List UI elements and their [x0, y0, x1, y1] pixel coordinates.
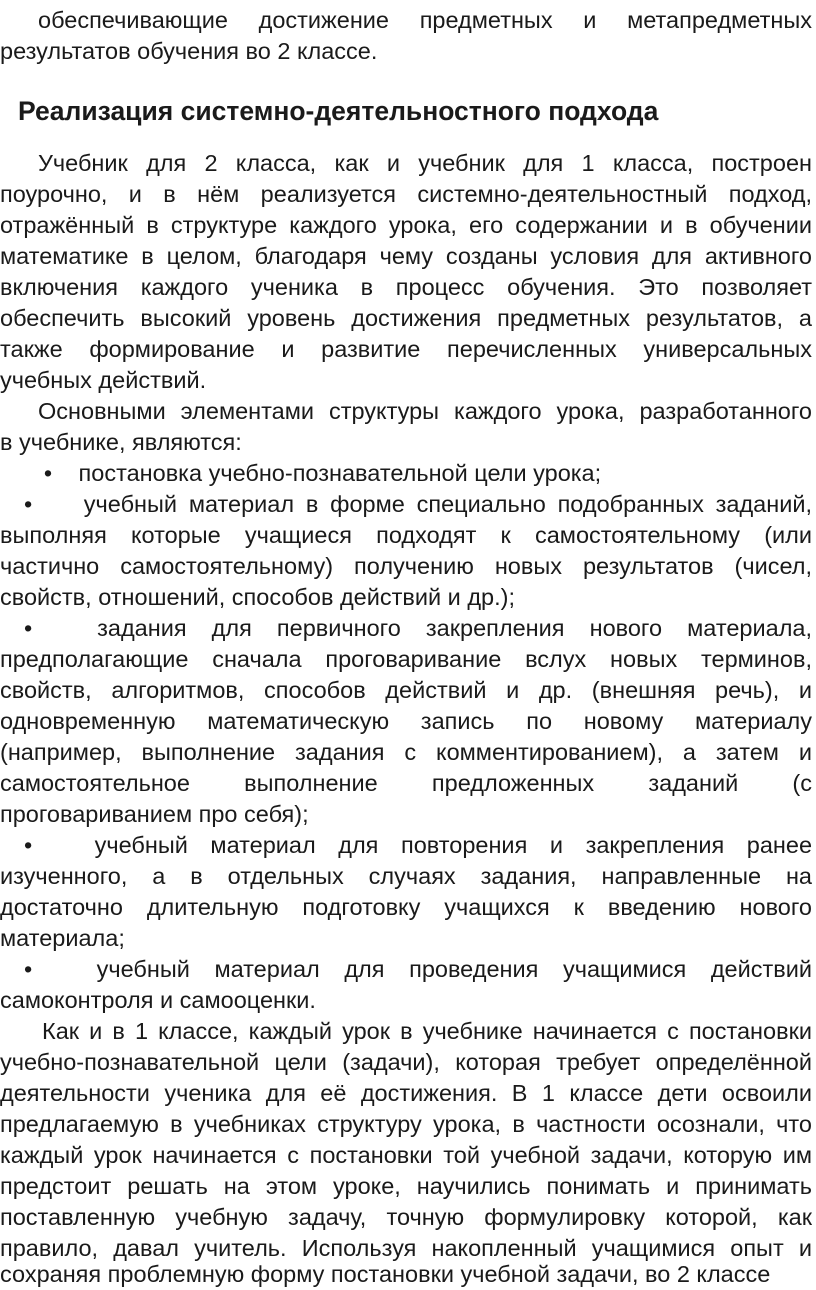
list-item: [24, 953, 812, 985]
list-item-text: учебный материал для повторения и закрепления ранее: [94, 832, 812, 858]
list-item-line: выполняя которые учащиеся подходят к самостоятельному (или: [0, 522, 812, 548]
list-item-line: материала;: [0, 925, 125, 951]
list-item-line: частично самостоятельному) получению новых результатов (чисел,: [0, 553, 812, 579]
intro-line-1: обеспечивающие достижение предметных и метапредметных: [38, 7, 812, 33]
list-item-line: проговариванием про себя);: [0, 801, 309, 827]
list-item-text: учебный материал в форме специально подобранных заданий,: [83, 491, 812, 517]
paragraph-3-line: деятельности ученика для её достижения. В 1 классе дети освоили: [0, 1080, 812, 1106]
paragraph-3-line: правило, давал учитель. Используя накопленный учащимися опыт и: [0, 1235, 812, 1261]
bullet-icon: •: [24, 832, 33, 858]
list-item: [24, 457, 812, 489]
list-item-line: (например, выполнение задания с комментированием), а затем и: [0, 739, 812, 765]
section-heading: Реализация системно-деятельностного подхода: [18, 96, 659, 126]
paragraph-3-line: поставленную учебную задачу, точную формулировку которой, как: [0, 1204, 812, 1230]
paragraph-1-line: Учебник для 2 класса, как и учебник для 1 класса, построен: [38, 150, 812, 176]
list-item: [24, 488, 812, 520]
list-item-line: изученного, а в отдельных случаях задания, направленные на: [0, 863, 812, 889]
list-item-line: свойств, алгоритмов, способов действий и др. (внешняя речь), и: [0, 677, 812, 703]
paragraph-1-line: отражённый в структуре каждого урока, его содержании и в обучении: [0, 212, 812, 238]
paragraph-1-line: математике в целом, благодаря чему созданы условия для активного: [0, 243, 812, 269]
paragraph-3-line: предлагаемую в учебниках структуру урока, в частности осознали, что: [0, 1111, 812, 1137]
paragraph-1-line: обеспечить высокий уровень достижения предметных результатов, а: [0, 305, 812, 331]
list-item: [24, 612, 812, 644]
paragraph-1-line: также формирование и развитие перечисленных универсальных: [0, 336, 812, 362]
paragraph-2-line: Основными элементами структуры каждого урока, разработанного: [38, 398, 812, 424]
bullet-icon: •: [24, 615, 33, 641]
paragraph-1-line: поурочно, и в нём реализуется системно-деятельностный подход,: [0, 181, 812, 207]
paragraph-3-line: сохраняя проблемную форму постановки учебной задачи, во 2 классе: [0, 1261, 771, 1287]
bullet-icon: •: [43, 460, 53, 486]
paragraph-1-line: включения каждого ученика в процесс обучения. Это позволяет: [0, 274, 812, 300]
bullet-icon: •: [24, 491, 33, 517]
list-item-line: свойств, отношений, способов действий и др.);: [0, 584, 515, 610]
paragraph-3-line: каждый урок начинается с постановки той учебной задачи, которую им: [0, 1142, 812, 1168]
list-item-text: учебный материал для проведения учащимися действий: [96, 956, 812, 982]
list-item-text: постановка учебно-познавательной цели урока;: [78, 460, 602, 486]
paragraph-1-line: учебных действий.: [0, 367, 207, 393]
bullet-icon: •: [24, 956, 33, 982]
list-item: [24, 829, 812, 861]
list-item-text: задания для первичного закрепления нового материала,: [97, 615, 812, 641]
paragraph-3-line: Как и в 1 классе, каждый урок в учебнике начинается с постановки: [42, 1018, 812, 1044]
intro-line-2: результатов обучения во 2 классе.: [0, 38, 378, 64]
list-item-line: самостоятельное выполнение предложенных заданий (с: [0, 770, 812, 796]
paragraph-2-line: в учебнике, являются:: [0, 429, 242, 455]
paragraph-3-line: предстоит решать на этом уроке, научились понимать и принимать: [0, 1173, 812, 1199]
list-item-line: одновременную математическую запись по новому материалу: [0, 708, 812, 734]
list-item-line: предполагающие сначала проговаривание вслух новых терминов,: [0, 646, 812, 672]
paragraph-3-line: учебно-познавательной цели (задачи), которая требует определённой: [0, 1049, 812, 1075]
list-item-line: самоконтроля и самооценки.: [0, 987, 316, 1013]
list-item-line: достаточно длительную подготовку учащихся к введению нового: [0, 894, 812, 920]
